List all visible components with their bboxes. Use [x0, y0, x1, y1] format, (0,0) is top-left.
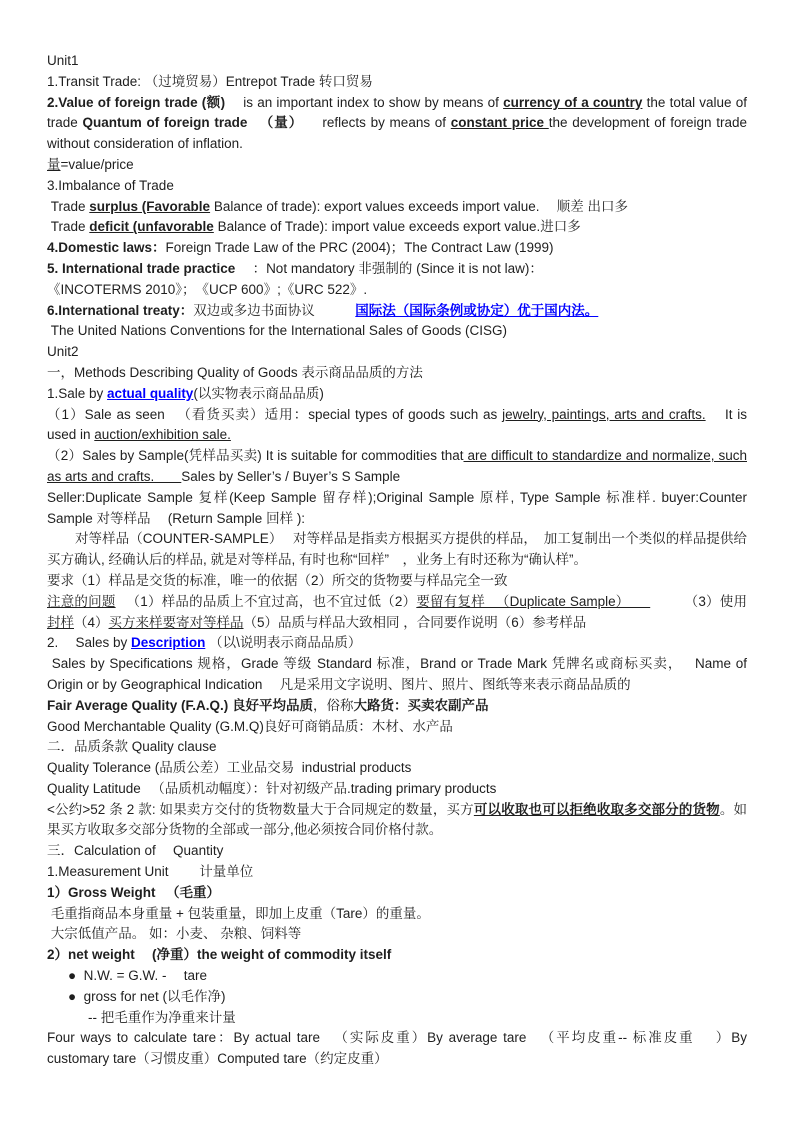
- paragraph: [47, 966, 747, 987]
- text-segment: 毛重指商品本身重量 + 包装重量，即加上皮重（Tare）的重量。: [47, 905, 430, 921]
- text-segment: 双边或多边书面协议: [193, 302, 315, 318]
- text-segment: Foreign Trade Law of the PRC (2004)；The Contract Law (1999): [165, 240, 554, 256]
- text-segment: 注意的问题: [47, 593, 116, 609]
- text-segment: -- 把毛重作为净重来计量: [88, 1009, 236, 1025]
- text-segment: 可以收取也可以拒绝收取多交部分的货物: [473, 801, 720, 817]
- text-segment: 1）Gross Weight （毛重）: [47, 884, 221, 900]
- paragraph: [47, 592, 747, 634]
- paragraph: [47, 633, 747, 654]
- paragraph: [47, 529, 747, 571]
- paragraph: [47, 321, 747, 342]
- text-segment: 二．品质条款 Quality clause: [47, 739, 217, 755]
- text-segment: 《INCOTERMS 2010》； 《UCP 600》;《URC 522》.: [47, 281, 368, 297]
- paragraph: [47, 363, 747, 384]
- text-segment: （1）Sale as seen （看货买卖）适用：special types of goods such as: [47, 406, 503, 422]
- paragraph: [47, 696, 747, 717]
- text-segment: ：Not mandatory 非强制的 (Since it is not law)：: [235, 260, 543, 276]
- text-segment: 三．Calculation of Quantity: [47, 843, 224, 859]
- paragraph: [47, 155, 747, 176]
- text-segment: （4）: [74, 614, 109, 630]
- text-segment: （2）Sales by Sample(凭样品买卖) It is suitable for commodities that: [47, 448, 464, 464]
- paragraph: [47, 800, 747, 842]
- text-segment: Good Merchantable Quality (G.M.Q)良好可商销品质：木材、水产品: [47, 718, 453, 734]
- text-segment: Quantum of foreign trade （量）: [82, 115, 304, 131]
- text-segment: 1.Sale by: [47, 385, 108, 401]
- text-segment: （3）使用: [650, 593, 747, 609]
- text-segment: Unit2: [47, 344, 79, 360]
- paragraph: [47, 717, 747, 738]
- text-segment: Unit1: [47, 53, 79, 68]
- text-segment: Balance of trade): export values exceeds import value. 顺差 出口多: [210, 198, 629, 214]
- paragraph: [47, 904, 747, 925]
- paragraph: [47, 924, 747, 945]
- document-content: [47, 51, 747, 1070]
- text-segment: reflects by means of: [303, 115, 451, 131]
- text-segment: N.W. = G.W. - tare: [76, 968, 208, 984]
- text-segment: 2. Sales by: [47, 635, 132, 651]
- paragraph: [47, 571, 747, 592]
- text-segment: 1.Transit Trade: （过境贸易）Entrepot Trade 转口贸易: [47, 73, 373, 89]
- text-segment: （以\说明表示商品品质）: [205, 635, 362, 651]
- text-segment: =value/price: [60, 156, 134, 172]
- paragraph: [47, 654, 747, 696]
- text-segment: are difficult to standardize and normalize, such as arts and crafts.: [47, 448, 747, 484]
- paragraph: [47, 238, 747, 259]
- bullet-icon: ●: [68, 968, 77, 984]
- text-segment: gross for net (以毛作净): [76, 988, 226, 1004]
- paragraph: [47, 987, 747, 1008]
- text-segment: deficit (unfavorable: [89, 219, 214, 235]
- text-segment: Sales by Specifications 规格，Grade 等级 Standard 标准，Brand or Trade Mark 凭牌名或商标买卖， Name of Origin or by Geographical Indication 凡是采用文字说明、图片、照片、图纸等来表示商品品质的: [47, 656, 747, 692]
- text-segment: Four ways to calculate tare：By actual tare （实际皮重）By average tare （平均皮重-- 标准皮重 ）By customary tare（习惯皮重）Computed tare（约定皮重）: [47, 1030, 747, 1067]
- paragraph: [47, 72, 747, 93]
- text-segment: constant price: [450, 115, 549, 131]
- text-segment: 2）net weight (净重）the weight of commodity itself: [47, 947, 392, 963]
- text-segment: Quality Latitude （品质机动幅度）：针对初级产品.trading primary products: [47, 780, 497, 796]
- text-segment: 大宗低值产品。 如：小麦、 杂粮、饲料等: [47, 926, 302, 942]
- text-segment: 要求（1）样品是交货的标准，唯一的依据（2）所交的货物要与样品完全一致: [47, 572, 508, 588]
- text-segment: 3.Imbalance of Trade: [47, 177, 174, 193]
- text-segment: Quality Tolerance (品质公差）工业品交易 industrial products: [47, 760, 412, 776]
- text-segment: The United Nations Conventions for the International Sales of Goods (CISG): [47, 323, 507, 339]
- text-segment: ，俗称: [313, 697, 354, 713]
- paragraph: [47, 1028, 747, 1070]
- text-segment: 4.Domestic laws：: [47, 240, 166, 256]
- paragraph: [47, 384, 747, 405]
- paragraph: [47, 51, 747, 72]
- text-segment: 对等样品（COUNTER-SAMPLE） 对等样品是指卖方根据买方提供的样品， 加工复制出一个类似的样品提供给买方确认, 经确认后的样品, 就是对等样品, 有时也称“回样” ，业务上有时还称为“确认样”。: [47, 531, 747, 568]
- paragraph: [47, 280, 747, 301]
- text-segment: auction/exhibition sale.: [94, 427, 231, 443]
- text-segment: jewelry, paintings, arts and crafts.: [502, 406, 706, 422]
- text-segment: (以实物表示商品品质): [193, 385, 324, 401]
- text-segment: Fair Average Quality (F.A.Q.) 良好平均品质: [47, 697, 314, 713]
- highlighted-link-text: actual quality: [107, 385, 194, 401]
- text-segment: （5）品质与样品大致相同 ，合同要作说明（6）参考样品: [243, 614, 587, 630]
- paragraph: [47, 883, 747, 904]
- paragraph: [47, 862, 747, 883]
- paragraph: [47, 405, 747, 447]
- text-segment: 封样: [47, 614, 74, 630]
- text-segment: （1）样品的品质上不宜过高，也不宜过低（2）: [115, 593, 417, 609]
- paragraph: [47, 945, 747, 966]
- paragraph: [47, 176, 747, 197]
- text-segment: 要留有复样 （Duplicate Sample）: [416, 593, 651, 609]
- text-segment: Trade: [47, 219, 90, 235]
- text-segment: 一，Methods Describing Quality of Goods 表示商品品质的方法: [47, 364, 423, 380]
- text-segment: 6.International treaty：: [47, 302, 194, 318]
- paragraph: [47, 93, 747, 155]
- paragraph: [47, 737, 747, 758]
- text-segment: 大路货：买卖农副产品: [353, 697, 489, 713]
- text-segment: Trade: [47, 198, 90, 214]
- paragraph: [47, 301, 747, 322]
- text-segment: Sales by Seller’s / Buyer’s S Sample: [181, 468, 401, 484]
- paragraph: [47, 197, 747, 218]
- text-segment: 1.Measurement Unit 计量单位: [47, 864, 254, 880]
- highlighted-link-text: Description: [131, 635, 206, 651]
- text-segment: <公约>52 条 2 款: 如果卖方交付的货物数量大于合同规定的数量，买方: [47, 801, 474, 817]
- highlighted-link-text: 国际法（国际条例或协定）优于国内法。: [355, 302, 599, 318]
- paragraph: [47, 488, 747, 530]
- paragraph: [47, 217, 747, 238]
- text-segment: surplus (Favorable: [89, 198, 211, 214]
- paragraph: [47, 259, 747, 280]
- text-segment: the total value of trade: [47, 94, 747, 131]
- text-segment: Balance of Trade): import value exceeds export value.进口多: [213, 219, 581, 235]
- text-segment: 买方来样要寄对等样品: [108, 614, 244, 630]
- text-segment: the development of foreign trade without consideration of inflation.: [47, 115, 747, 152]
- text-segment: 5. International trade practice: [47, 260, 236, 276]
- bullet-icon: ●: [68, 988, 77, 1004]
- paragraph: [47, 779, 747, 800]
- paragraph: [47, 758, 747, 779]
- paragraph: [47, 342, 747, 363]
- text-segment: is an important index to show by means of: [225, 94, 504, 110]
- paragraph: [47, 1008, 747, 1029]
- text-segment: [315, 303, 356, 318]
- text-segment: 量: [47, 156, 61, 172]
- paragraph: [47, 841, 747, 862]
- text-segment: Seller:Duplicate Sample 复样(Keep Sample 留存样);Original Sample 原样, Type Sample 标准样. buyer:Counter Sample 对等样品 (Return Sample 回样 ):: [47, 489, 747, 526]
- text-segment: currency of a country: [503, 94, 643, 110]
- text-segment: 。如果买方收取多交部分货物的全部或一部分,他必须按合同价格付款。: [47, 801, 748, 838]
- text-segment: 2.Value of foreign trade (额): [47, 94, 226, 110]
- paragraph: [47, 446, 747, 488]
- text-segment: It is used in: [47, 406, 748, 443]
